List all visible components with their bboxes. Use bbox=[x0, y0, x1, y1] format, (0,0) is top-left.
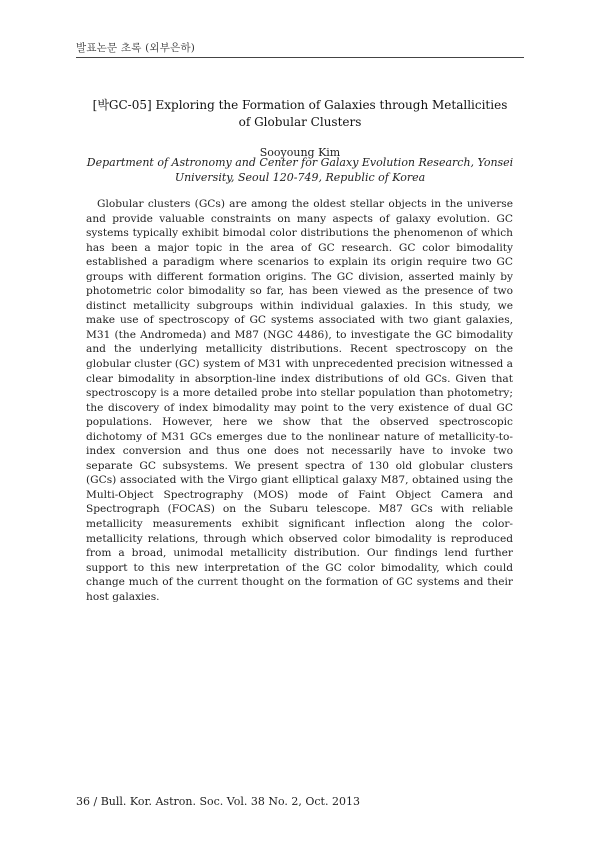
abstract-body: Globular clusters (GCs) are among the oldest stellar objects in the universe and provide valuable constraints on many aspects of galaxy evolution. GC systems typically exhibit bimodal color distributions the phenomenon of which has been a major topic in the area of GC research. GC color bimodality established a paradigm where scenarios to explain its origin require two GC groups with different formation origins. The GC division, asserted mainly by photometric color bimodality so far, has been viewed as the presence of two distinct metallicity subgroups within individual galaxies. In this study, we make use of spectroscopy of GC systems associated with two giant galaxies, M31 (the Andromeda) and M87 (NGC 4486), to investigate the GC bimodality and the underlying metallicity distributions. Recent spectroscopy on the globular cluster (GC) system of M31 with unprecedented precision witnessed a clear bimodality in absorption-line index distributions of old GCs. Given that spectroscopy is a more detailed probe into stellar population than photometry; the discovery of index bimodality may point to the very existence of dual GC populations. However, here we show that the observed spectroscopic dichotomy of M31 GCs emerges due to the nonlinear nature of metallicity-to-index conversion and thus one does not necessarily have to invoke two separate GC subsystems. We present spectra of 130 old globular clusters (GCs) associated with the Virgo giant elliptical galaxy M87, obtained using the Multi-Object Spectrography (MOS) mode of Faint Object Camera and Spectrograph (FOCAS) on the Subaru telescope. M87 GCs with reliable metallicity measurements exhibit significant inflection along the color-metallicity relations, through which observed color bimodality is reproduced from a broad, unimodal metallicity distribution. Our findings lend further support to this new interpretation of the GC color bimodality, which could change much of the current thought on the formation of GC systems and their host galaxies. bbox=[86, 198, 513, 603]
page-footer-citation: 36 / Bull. Kor. Astron. Soc. Vol. 38 No. 2, Oct. 2013 bbox=[76, 795, 360, 808]
author-name: Sooyoung Kim bbox=[259, 146, 341, 159]
running-header: 발표논문 초록 (외부은하) bbox=[76, 42, 196, 54]
header-divider bbox=[76, 57, 524, 58]
paper-title: [박GC-05] Exploring the Formation of Galaxies through Metallicities of Globular Clusters bbox=[92, 98, 508, 129]
author-affiliation: Department of Astronomy and Center for Galaxy Evolution Research, Yonsei University, Seoul 120-749, Republic of Korea bbox=[86, 156, 514, 184]
